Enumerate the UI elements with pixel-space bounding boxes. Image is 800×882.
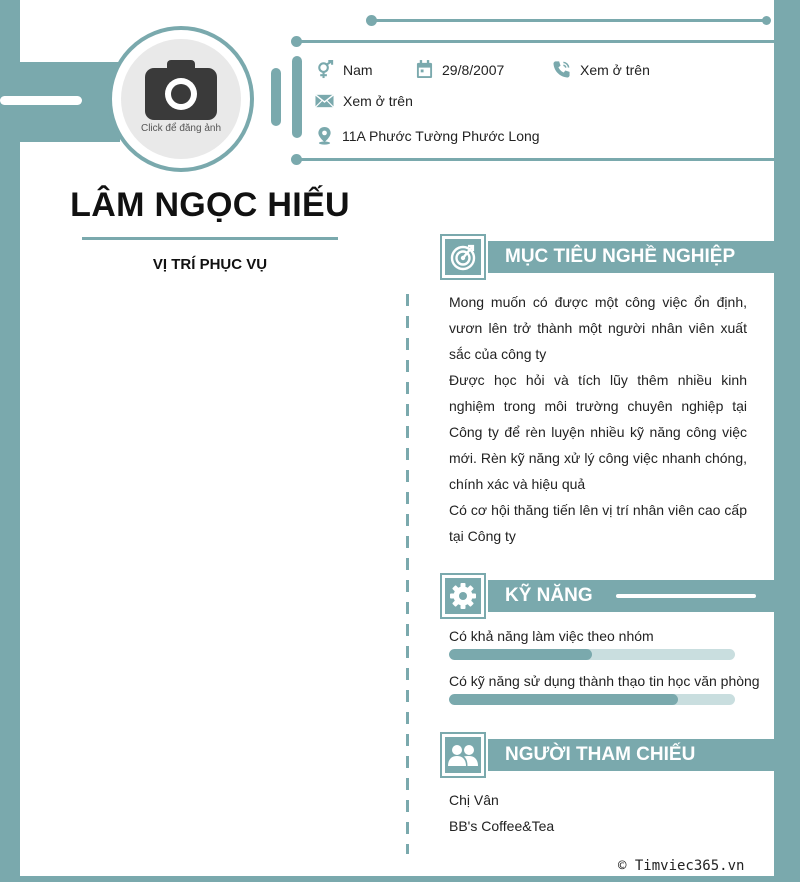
gender-icon xyxy=(315,60,334,79)
header-vbar-long xyxy=(292,56,302,138)
location-pin-icon xyxy=(316,126,333,145)
contact-phone xyxy=(552,60,650,79)
skill-progress-fill xyxy=(449,694,678,705)
target-icon xyxy=(449,243,477,271)
skill-label: Có kỹ năng sử dụng thành thạo tin học văn phòng xyxy=(449,673,760,689)
contact-gender xyxy=(315,60,373,79)
email-value: Xem ở trên xyxy=(343,93,413,109)
skill-progress-track xyxy=(449,649,735,660)
contact-bottom-line xyxy=(296,158,774,161)
contact-address xyxy=(316,126,540,145)
candidate-name: LÂM NGỌC HIẾU xyxy=(70,186,350,224)
gender-value: Nam xyxy=(343,61,373,78)
reference-line: Chị Vân xyxy=(449,792,499,808)
photo-caption[interactable]: Click để đăng ảnh xyxy=(140,123,222,134)
objective-paragraph: Có cơ hội thăng tiến lên vị trí nhân viên cao cấp tại Công ty xyxy=(449,502,747,544)
address-value: 11A Phước Tường Phước Long xyxy=(342,127,540,144)
skill-progress-fill xyxy=(449,649,592,660)
objective-paragraph: Được học hỏi và tích lũy thêm nhiều kinh nghiệm trong môi trường chuyên nghiệp tại Công ty để rèn luyện nhiều kỹ năng công việc mới. Rèn kỹ năng xử lý công việc nhanh chóng, chính xác và hiệu quả xyxy=(449,372,747,492)
references-icon-box xyxy=(440,732,486,778)
birthday-value: 29/8/2007 xyxy=(442,61,505,78)
references-title: NGƯỜI THAM CHIẾU xyxy=(505,744,696,765)
contact-birthday xyxy=(416,60,504,79)
envelope-icon xyxy=(315,94,334,108)
objective-text xyxy=(449,289,747,549)
contact-email xyxy=(315,93,413,109)
phone-value: Xem ở trên xyxy=(580,61,650,78)
reference-line: BB's Coffee&Tea xyxy=(449,818,555,834)
calendar-icon xyxy=(416,60,433,79)
top-decor-line xyxy=(372,19,766,22)
objective-icon-box xyxy=(440,234,486,280)
skill-progress-track xyxy=(449,694,735,705)
left-header-stripe xyxy=(0,96,82,105)
camera-icon[interactable] xyxy=(145,58,217,127)
skills-icon-box xyxy=(440,573,486,619)
objective-title: MỤC TIÊU NGHỀ NGHIỆP xyxy=(505,246,736,267)
objective-paragraph: Mong muốn có được một công việc ổn định, vươn lên trở thành một người nhân viên xuất sắc của công ty xyxy=(449,294,747,362)
gear-icon xyxy=(449,582,477,610)
header-vbar-short xyxy=(271,68,281,126)
watermark: © Timviec365.vn xyxy=(618,858,745,874)
name-underline xyxy=(82,237,338,240)
phone-icon xyxy=(552,60,571,79)
skill-label: Có khả năng làm việc theo nhóm xyxy=(449,628,654,644)
candidate-position: VỊ TRÍ PHỤC VỤ xyxy=(152,256,268,273)
skills-title: KỸ NĂNG xyxy=(505,585,593,606)
right-frame-band xyxy=(774,0,800,882)
people-icon xyxy=(448,742,478,768)
contact-top-line xyxy=(296,40,774,43)
column-divider xyxy=(406,294,409,854)
bottom-frame-band xyxy=(0,876,800,882)
skills-header-stripe xyxy=(616,594,756,598)
top-line-end-dot xyxy=(762,16,771,25)
